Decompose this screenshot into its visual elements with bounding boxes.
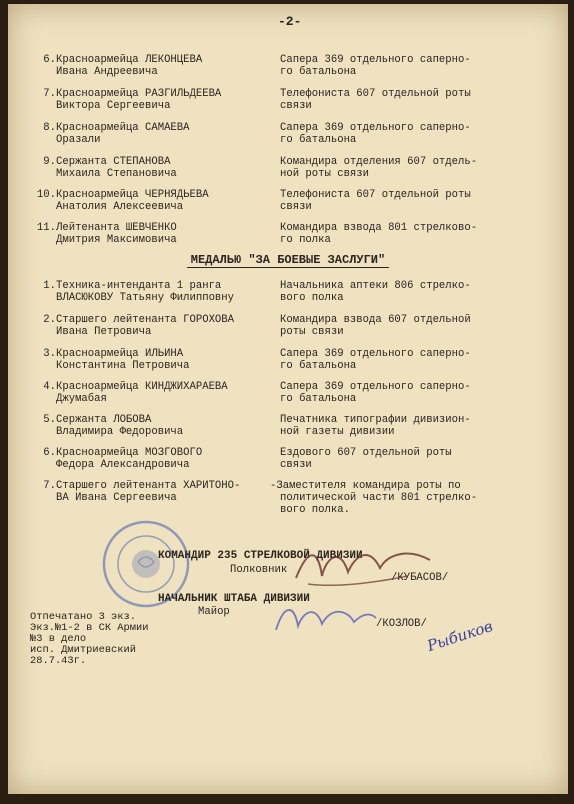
entry-given-names: Оразали (56, 134, 101, 146)
document-page (8, 4, 568, 794)
entry-rank-surname: Сержанта ЛОБОВА (56, 414, 152, 426)
entry-given-names: Ивана Андреевича (56, 66, 158, 78)
entry-number: 4. (43, 381, 56, 393)
entry-rank-surname: Сержанта СТЕПАНОВА (56, 156, 171, 168)
typist-line: 28.7.43г. (30, 655, 87, 667)
section-heading-text: МЕДАЛЬЮ "ЗА БОЕВЫЕ ЗАСЛУГИ" (187, 253, 389, 268)
entry-position-cont: го батальона (280, 134, 357, 146)
entry-number: 6. (43, 447, 56, 459)
entry-number: 8. (43, 122, 56, 134)
entry-position: Командира взвода 607 отдельной (280, 314, 471, 326)
entry-position: Сапера 369 отдельного саперно- (280, 122, 471, 134)
entry-given-names: Анатолия Алексеевича (56, 201, 184, 213)
entry-rank-surname: Старшего лейтенанта ХАРИТОНО- (56, 480, 241, 492)
entry-given-names: ВЛАСЮКОВУ Татьяну Филипповну (56, 292, 235, 304)
entry-position: Телефониста 607 отдельной роты (280, 88, 471, 100)
entry-position: Печатника типографии дивизион- (280, 414, 471, 426)
entry-rank-surname: Лейтенанта ШЕВЧЕНКО (56, 222, 177, 234)
entry-rank-surname: Старшего лейтенанта ГОРОХОВА (56, 314, 235, 326)
commander-title: КОМАНДИР 235 СТРЕЛКОВОЙ ДИВИЗИИ (158, 550, 363, 562)
entry-rank-surname: Красноармейца РАЗГИЛЬДЕЕВА (56, 88, 222, 100)
entry-given-names: Владимира Федоровича (56, 426, 184, 438)
entry-given-names: ВА Ивана Сергеевича (56, 492, 177, 504)
entry-position-cont: вого полка (280, 292, 344, 304)
entry-given-names: Михаила Степановича (56, 168, 177, 180)
commander-name: /КУБАСОВ/ (391, 572, 449, 584)
entry-position-cont: го полка (280, 234, 331, 246)
typist-line: Экз.№1-2 в СК Армии (30, 622, 149, 634)
entry-position: Сапера 369 отдельного саперно- (280, 348, 471, 360)
chief-rank: Майор (198, 606, 230, 618)
entry-position-cont: связи (280, 100, 312, 112)
entry-position: Ездового 607 отдельной роты (280, 447, 452, 459)
entry-position-cont: го батальона (280, 66, 357, 78)
entry-number: 2. (43, 314, 56, 326)
entry-number: 10. (36, 189, 56, 201)
entry-position-cont: ной газеты дивизии (280, 426, 395, 438)
entry-position-cont: связи (280, 459, 312, 471)
entry-rank-surname: Красноармейца КИНДЖИХАРАЕВА (56, 381, 228, 393)
entry-position-cont: го батальона (280, 393, 357, 405)
handwritten-note: Рыбиков (424, 616, 495, 656)
entry-position: Начальника аптеки 806 стрелко- (280, 280, 471, 292)
entry-given-names: Джумабая (56, 393, 107, 405)
entry-rank-surname: Техника-интенданта 1 ранга (56, 280, 222, 292)
entry-given-names: Дмитрия Максимовича (56, 234, 177, 246)
entry-number: 7. (43, 480, 56, 492)
chief-signature-scribble (270, 596, 380, 646)
chief-name: /КОЗЛОВ/ (376, 618, 427, 630)
page-number: -2- (278, 14, 302, 29)
entry-number: 9. (43, 156, 56, 168)
entry-position-cont: политической части 801 стрелко- (280, 492, 478, 504)
entry-position-cont: вого полка. (280, 504, 350, 516)
entry-position-cont: го батальона (280, 360, 357, 372)
section-heading (8, 254, 568, 266)
entry-number: 11. (36, 222, 56, 234)
entry-number: 7. (43, 88, 56, 100)
typist-line: №3 в дело (30, 633, 87, 645)
commander-rank: Полковник (230, 564, 288, 576)
entry-position-cont: ной роты связи (280, 168, 370, 180)
entry-rank-surname: Красноармейца ЛЕКОНЦЕВА (56, 54, 203, 66)
entry-number: 6. (43, 54, 56, 66)
entry-rank-surname: Красноармейца ИЛЬИНА (56, 348, 184, 360)
typist-line: Отпечатано 3 экз. (30, 611, 137, 623)
entry-position-cont: связи (280, 201, 312, 213)
entry-number: 5. (43, 414, 56, 426)
entry-rank-surname: Красноармейца ЧЕРНЯДЬЕВА (56, 189, 209, 201)
entry-given-names: Виктора Сергеевича (56, 100, 171, 112)
chief-title: НАЧАЛЬНИК ШТАБА ДИВИЗИИ (158, 593, 310, 605)
entry-position: Сапера 369 отдельного саперно- (280, 381, 471, 393)
entry-position: -Заместителя командира роты по (270, 480, 461, 492)
entry-given-names: Константина Петровича (56, 360, 190, 372)
entry-given-names: Ивана Петровича (56, 326, 152, 338)
entry-position-cont: роты связи (280, 326, 344, 338)
entry-position: Командира отделения 607 отдель- (280, 156, 478, 168)
entry-position: Сапера 369 отдельного саперно- (280, 54, 471, 66)
entry-rank-surname: Красноармейца МОЗГОВОГО (56, 447, 203, 459)
typist-note (30, 612, 148, 667)
entry-given-names: Федора Александровича (56, 459, 190, 471)
entry-number: 3. (43, 348, 56, 360)
typist-line: исп. Дмитриевский (30, 644, 137, 656)
entry-rank-surname: Красноармейца САМАЕВА (56, 122, 190, 134)
commander-signature-scribble (288, 538, 438, 598)
entry-position: Командира взвода 801 стрелково- (280, 222, 478, 234)
entry-number: 1. (43, 280, 56, 292)
entry-position: Телефониста 607 отдельной роты (280, 189, 471, 201)
